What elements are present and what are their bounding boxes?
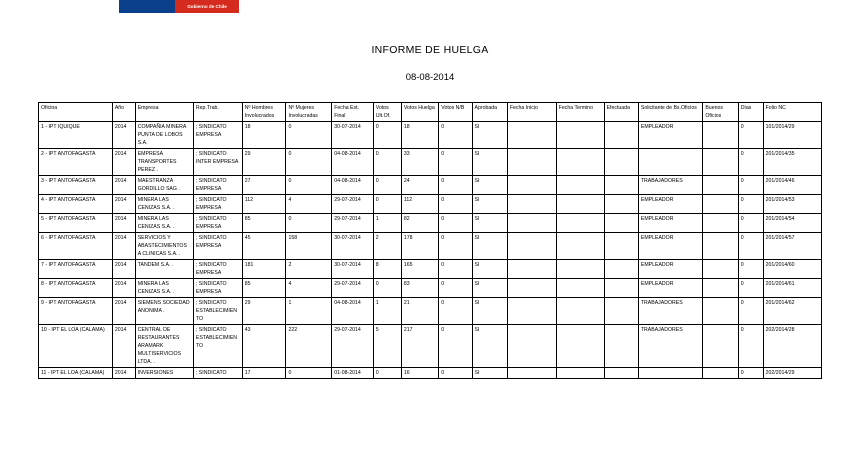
table-cell [638,149,702,176]
table-cell: SI [472,298,507,325]
table-cell: MINERA LAS CENIZAS S.A. . [135,214,193,233]
table-cell: 29 [242,149,286,176]
table-cell: 201/2014/60 [763,260,821,279]
table-cell: 29-07-2014 [332,279,374,298]
table-cell: 04-08-2014 [332,298,374,325]
table-cell: 21 [401,298,438,325]
table-cell: 0 [738,260,763,279]
table-cell [507,214,556,233]
table-cell: 0 [439,176,472,195]
table-cell: 18 [242,122,286,149]
table-cell: SI [472,214,507,233]
table-cell: ; SINDICATO EMPRESA [193,195,242,214]
table-cell: 201/2014/35 [763,149,821,176]
table-cell: 27 [242,176,286,195]
table-cell: 29 [242,298,286,325]
logo-red-band [175,0,239,13]
table-cell [507,325,556,368]
table-cell: 30-07-2014 [332,122,374,149]
table-cell: 201/2014/54 [763,214,821,233]
table-cell: TRABAJADORES [638,298,702,325]
table-cell: 2014 [112,149,135,176]
table-cell: 0 [738,325,763,368]
table-cell: 201/2014/53 [763,195,821,214]
column-header: Rep.Trab. [193,103,242,122]
table-cell: 202/2014/29 [763,368,821,379]
table-cell [507,279,556,298]
table-cell: 2 [286,260,332,279]
table-cell: MINERA LAS CENIZAS S.A. . [135,279,193,298]
table-cell: SI [472,122,507,149]
table-cell: 45 [242,233,286,260]
table-row [39,325,822,368]
table-row [39,195,822,214]
table-cell: 201/2014/57 [763,233,821,260]
logo-text: Gobierno de Chile [187,4,227,9]
column-header: Empresa [135,103,193,122]
table-cell [507,260,556,279]
table-cell: 201/2014/61 [763,279,821,298]
table-body [39,122,822,379]
table-cell: 5 [373,325,401,368]
table-cell: EMPLEADOR [638,214,702,233]
table-row [39,279,822,298]
table-cell [507,368,556,379]
table-cell: 0 [286,368,332,379]
table-cell: TRABAJADORES [638,325,702,368]
table-cell: ; SINDICATO EMPRESA [193,279,242,298]
table-cell: 1 [286,298,332,325]
table-cell: 6 - IPT ANTOFAGASTA [39,233,113,260]
table-cell: 2 [373,233,401,260]
table-cell: 01-08-2014 [332,368,374,379]
table-cell: 0 [286,176,332,195]
table-cell [604,298,638,325]
table-cell: SI [472,195,507,214]
table-cell [604,368,638,379]
table-cell: 0 [439,260,472,279]
table-cell: SI [472,149,507,176]
column-header: Nº Mujeres Involucradas [286,103,332,122]
column-header: Folio NC [763,103,821,122]
table-cell [703,122,738,149]
column-header: Votos N/B [439,103,472,122]
table-cell: COMPAÑIA MINERA PUNTA DE LOBOS S.A. [135,122,193,149]
table-cell: 29-07-2014 [332,214,374,233]
table-cell [556,260,604,279]
table-cell [556,325,604,368]
table-cell: 101/2014/29 [763,122,821,149]
table-cell: ; SINDICATO EMPRESA [193,214,242,233]
table-cell: 0 [439,279,472,298]
table-cell: 2014 [112,214,135,233]
table-cell: 10 - IPT EL LOA (CALAMA) [39,325,113,368]
table-cell: 30-07-2014 [332,260,374,279]
table-cell: 217 [401,325,438,368]
table-cell: 30-07-2014 [332,233,374,260]
column-header: Nº Hombres Involucrados [242,103,286,122]
table-cell [556,122,604,149]
column-header: Efectuada [604,103,638,122]
column-header: Votos Ult.Of. [373,103,401,122]
table-cell: 2014 [112,233,135,260]
table-cell: MAESTRANZA GORDILLO SAG . [135,176,193,195]
table-cell: 0 [373,195,401,214]
table-cell: 04-08-2014 [332,176,374,195]
table-cell [604,279,638,298]
table-cell: TRABAJADORES [638,176,702,195]
table-cell: 0 [738,149,763,176]
table-cell: 29-07-2014 [332,325,374,368]
table-cell [556,214,604,233]
table-cell: 4 [286,195,332,214]
table-cell [703,233,738,260]
table-cell: 112 [242,195,286,214]
table-cell [703,325,738,368]
table-cell: EMPLEADOR [638,279,702,298]
table-cell: ; SINDICATO [193,368,242,379]
table-cell [556,298,604,325]
table-cell: 201/2014/62 [763,298,821,325]
table-cell: 2014 [112,298,135,325]
table-row [39,214,822,233]
table-cell: 0 [738,233,763,260]
table-header-row [39,103,822,122]
table-cell: 202/2014/28 [763,325,821,368]
gobierno-logo [119,0,239,13]
table-cell: 11 - IPT EL LOA (CALAMA) [39,368,113,379]
table-cell: 0 [373,122,401,149]
table-cell: 0 [439,214,472,233]
table-cell [604,122,638,149]
table-cell: 2014 [112,260,135,279]
table-cell: 8 [373,260,401,279]
table-cell: 0 [738,214,763,233]
table-cell: 0 [373,149,401,176]
table-cell: INVERSIONES [135,368,193,379]
table-cell: 1 [373,298,401,325]
table-cell: ; SINDICATO INTER EMPRESA [193,149,242,176]
table-row [39,260,822,279]
table-cell: 0 [439,325,472,368]
table-cell: 3 - IPT ANTOFAGASTA [39,176,113,195]
table-cell: 1 [373,214,401,233]
table-cell: 0 [286,122,332,149]
table-cell: 17 [242,368,286,379]
table-cell: 2014 [112,368,135,379]
table-cell [604,325,638,368]
column-header: Año [112,103,135,122]
table-cell: 1 - IPT IQUIQUE [39,122,113,149]
column-header: Fecha Termino [556,103,604,122]
table-row [39,149,822,176]
table-cell: 8 - IPT ANTOFAGASTA [39,279,113,298]
table-cell [507,122,556,149]
column-header: Fecha Est. Final [332,103,374,122]
table-cell: 0 [738,279,763,298]
table-cell: ; SINDICATO EMPRESA [193,176,242,195]
table-cell: 83 [401,279,438,298]
table-cell [604,260,638,279]
table-cell [703,279,738,298]
table-cell: EMPRESA TRANSPORTES PEREZ . [135,149,193,176]
table-cell: 165 [401,260,438,279]
table-cell: 0 [738,368,763,379]
table-cell: 0 [738,176,763,195]
table-cell: 0 [373,368,401,379]
table-cell: 0 [286,149,332,176]
column-header: Fecha Inicio [507,103,556,122]
table-cell [604,149,638,176]
table-cell: 222 [286,325,332,368]
table-cell: 4 [286,279,332,298]
table-cell: 4 - IPT ANTOFAGASTA [39,195,113,214]
table-cell: EMPLEADOR [638,233,702,260]
table-cell: 2014 [112,122,135,149]
table-cell: SERVICIOS Y ABASTECIMIENTOS A CLINICAS S.A. . [135,233,193,260]
table-cell [703,214,738,233]
column-header: Buenos Oficios [703,103,738,122]
table-cell: 178 [401,233,438,260]
table-cell: 0 [439,233,472,260]
table-cell: 2014 [112,176,135,195]
table-cell [703,298,738,325]
report-date: 08-08-2014 [405,72,455,83]
table-cell: 29-07-2014 [332,195,374,214]
table-cell: 0 [439,368,472,379]
table-cell [638,368,702,379]
table-cell: 112 [401,195,438,214]
table-cell [703,368,738,379]
table-cell: 0 [439,122,472,149]
table-cell [556,233,604,260]
table-cell: 0 [738,195,763,214]
table-cell: SI [472,325,507,368]
table-cell: 0 [439,298,472,325]
table-cell: 0 [373,176,401,195]
table-cell: TANDEM S.A. . [135,260,193,279]
table-cell: MINERA LAS CENIZAS S.A. . [135,195,193,214]
column-header: Días [738,103,763,122]
table-cell: 0 [439,149,472,176]
table-cell [703,195,738,214]
table-cell [507,149,556,176]
table-cell: SI [472,233,507,260]
table-cell: 7 - IPT ANTOFAGASTA [39,260,113,279]
column-header: Aprobada [472,103,507,122]
table-cell: SIEMENS SOCIEDAD ANONIMA . [135,298,193,325]
table-row [39,176,822,195]
table-cell [703,176,738,195]
table-cell: 2 - IPT ANTOFAGASTA [39,149,113,176]
table-cell: SI [472,368,507,379]
table-cell: SI [472,279,507,298]
table-cell [604,214,638,233]
table-cell: 16 [401,368,438,379]
table-cell [507,233,556,260]
table-row [39,122,822,149]
table-cell: 04-08-2014 [332,149,374,176]
table-cell [604,195,638,214]
column-header: Oficina [39,103,113,122]
table-cell: EMPLEADOR [638,260,702,279]
table-cell: ; SINDICATO ESTABLECIMIENTO [193,325,242,368]
table-cell: 18 [401,122,438,149]
table-cell: 24 [401,176,438,195]
table-cell: 158 [286,233,332,260]
table-cell: 0 [286,214,332,233]
table-cell [507,195,556,214]
table-cell [703,260,738,279]
table-cell: 181 [242,260,286,279]
table-cell: SI [472,176,507,195]
table-cell [556,368,604,379]
table-cell [556,176,604,195]
table-cell: CENTRAL DE RESTAURANTES ARAMARK MULTISERVICIOS LTDA. . [135,325,193,368]
column-header: Votos Huelga [401,103,438,122]
table-cell: 33 [401,149,438,176]
report-title: INFORME DE HUELGA [371,44,489,56]
table-cell: 0 [738,122,763,149]
table-cell [507,298,556,325]
table-cell: 9 - IPT ANTOFAGASTA [39,298,113,325]
table-cell: EMPLEADOR [638,195,702,214]
table-cell: 85 [242,279,286,298]
table-cell [556,279,604,298]
table-cell: 43 [242,325,286,368]
table-cell: ; SINDICATO EMPRESA [193,233,242,260]
table-cell: 201/2014/46 [763,176,821,195]
table-cell [703,149,738,176]
table-cell: 82 [401,214,438,233]
table-cell [604,233,638,260]
logo-blue-band [119,0,175,13]
table-cell: 2014 [112,325,135,368]
table-row [39,368,822,379]
table-cell: ; SINDICATO EMPRESA [193,122,242,149]
table-cell [556,195,604,214]
table-cell: EMPLEADOR [638,122,702,149]
table-cell: 0 [738,298,763,325]
strike-report-table [38,102,822,379]
table-cell: 2014 [112,279,135,298]
table-cell: ; SINDICATO ESTABLECIMIENTO [193,298,242,325]
table-cell: 0 [439,195,472,214]
table-row [39,233,822,260]
table-cell [604,176,638,195]
table-cell: SI [472,260,507,279]
table-cell: ; SINDICATO EMPRESA [193,260,242,279]
column-header: Solicitante de Bs.Oficios [638,103,702,122]
table-cell [507,176,556,195]
table-cell: 85 [242,214,286,233]
table-cell: 2014 [112,195,135,214]
table-cell: 5 - IPT ANTOFAGASTA [39,214,113,233]
table-cell: 0 [373,279,401,298]
table-row [39,298,822,325]
table-cell [556,149,604,176]
